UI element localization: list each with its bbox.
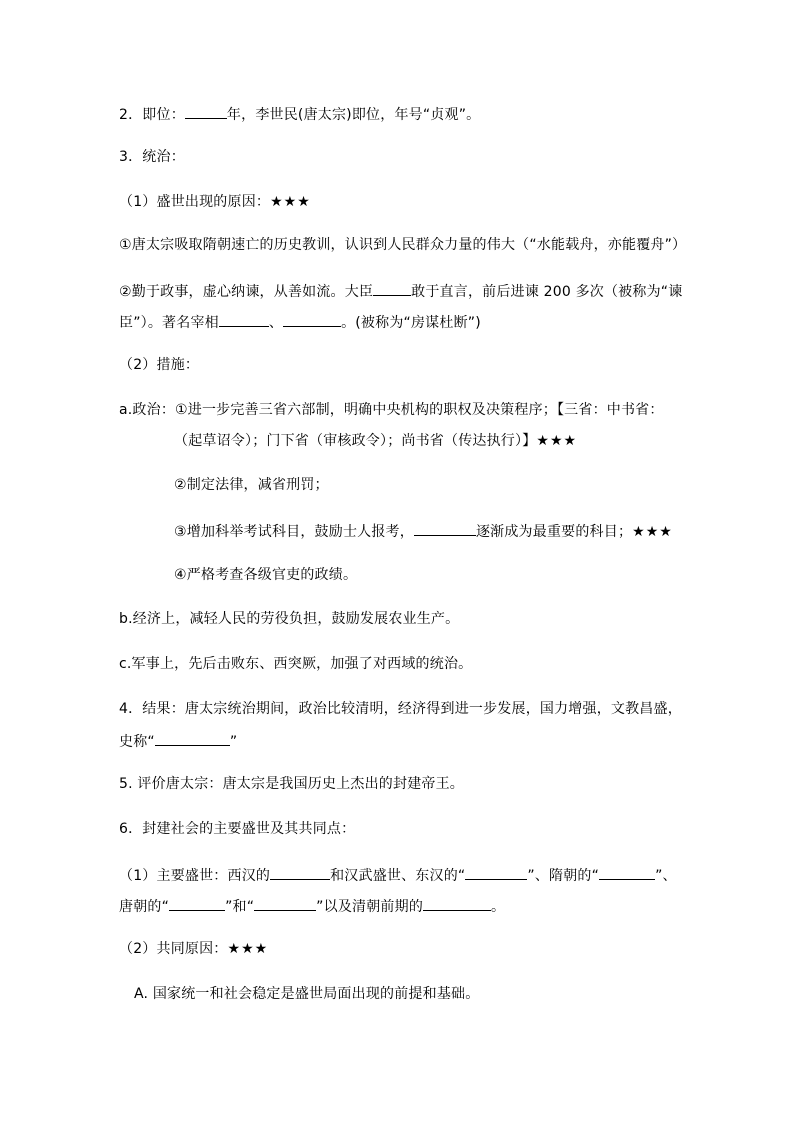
section-4-result-continued: 史称“ ” [119,730,237,752]
section-5-evaluation: 5. 评价唐太宗：唐太宗是我国历史上杰出的封建帝王。 [119,776,465,792]
fill-blank-sui[interactable] [599,864,655,880]
fill-blank-tang-1[interactable] [169,895,225,911]
subsection-common-causes: （2）共同原因：★★★ [119,941,269,957]
measure-politics-2: ②制定法律，减省刑罚； [174,477,329,493]
subsection-prosperity-causes: （1）盛世出现的原因：★★★ [119,194,311,210]
section-4-result: 4．结果：唐太宗统治期间，政治比较清明，经济得到进一步发展，国力增强，文教昌盛， [119,701,682,717]
importance-stars: ★★★ [632,524,673,540]
fill-blank-chancellor-2[interactable] [283,311,341,327]
fill-blank-tang-2[interactable] [254,895,316,911]
section-3-rule: 3．统治： [119,149,185,165]
fill-blank-era-name[interactable] [155,730,230,746]
fill-blank-minister[interactable] [373,280,411,296]
fill-blank-year[interactable] [185,103,227,119]
common-cause-a: A. 国家统一和社会稳定是盛世局面出现的前提和基础。 [134,986,480,1002]
measure-economy: b.经济上，减轻人民的劳役负担，鼓励发展农业生产。 [119,611,460,627]
golden-ages-list-continued: 唐朝的“ ”和“ ”以及清朝前期的 。 [119,895,505,917]
importance-stars: ★★★ [227,941,269,957]
measure-politics-1: a.政治：①进一步完善三省六部制，明确中央机构的职权及决策程序；【三省：中书省： [119,402,664,418]
cause-item-2: ②勤于政事，虚心纳谏，从善如流。大臣 敢于直言，前后进谏 200 多次（被称为“谏 [119,280,682,302]
golden-ages-list: （1）主要盛世：西汉的 和汉武盛世、东汉的“ ”、隋朝的“ ”、 [119,864,677,886]
section-2-accession: 2．即位： 年，李世民(唐太宗)即位，年号“贞观”。 [119,103,480,125]
fill-blank-chancellor-1[interactable] [219,311,269,327]
measure-politics-3: ③增加科举考试科目，鼓励士人报考， 逐渐成为最重要的科目；★★★ [174,520,673,542]
fill-blank-qing[interactable] [423,895,491,911]
cause-item-2-continued: 臣”）。著名宰相 、 。(被称为“房谋杜断”) [119,311,481,333]
importance-stars: ★★★ [536,433,578,449]
section-6-golden-ages: 6．封建社会的主要盛世及其共同点： [119,821,356,837]
measure-politics-4: ④严格考查各级官吏的政绩。 [174,567,358,583]
fill-blank-exam-subject[interactable] [414,520,476,536]
measure-politics-1-continued: （起草诏令）；门下省（审核政令）；尚书省（传达执行）】★★★ [174,433,578,449]
measure-military: c.军事上，先后击败东、西突厥，加强了对西域的统治。 [119,656,473,672]
importance-stars: ★★★ [270,194,311,210]
cause-item-1: ①唐太宗吸取隋朝速亡的历史教训，认识到人民群众力量的伟大（“水能载舟，亦能覆舟”） [119,237,687,253]
subsection-measures: （2）措施： [119,357,200,373]
fill-blank-eastern-han[interactable] [465,864,527,880]
fill-blank-western-han[interactable] [270,864,330,880]
